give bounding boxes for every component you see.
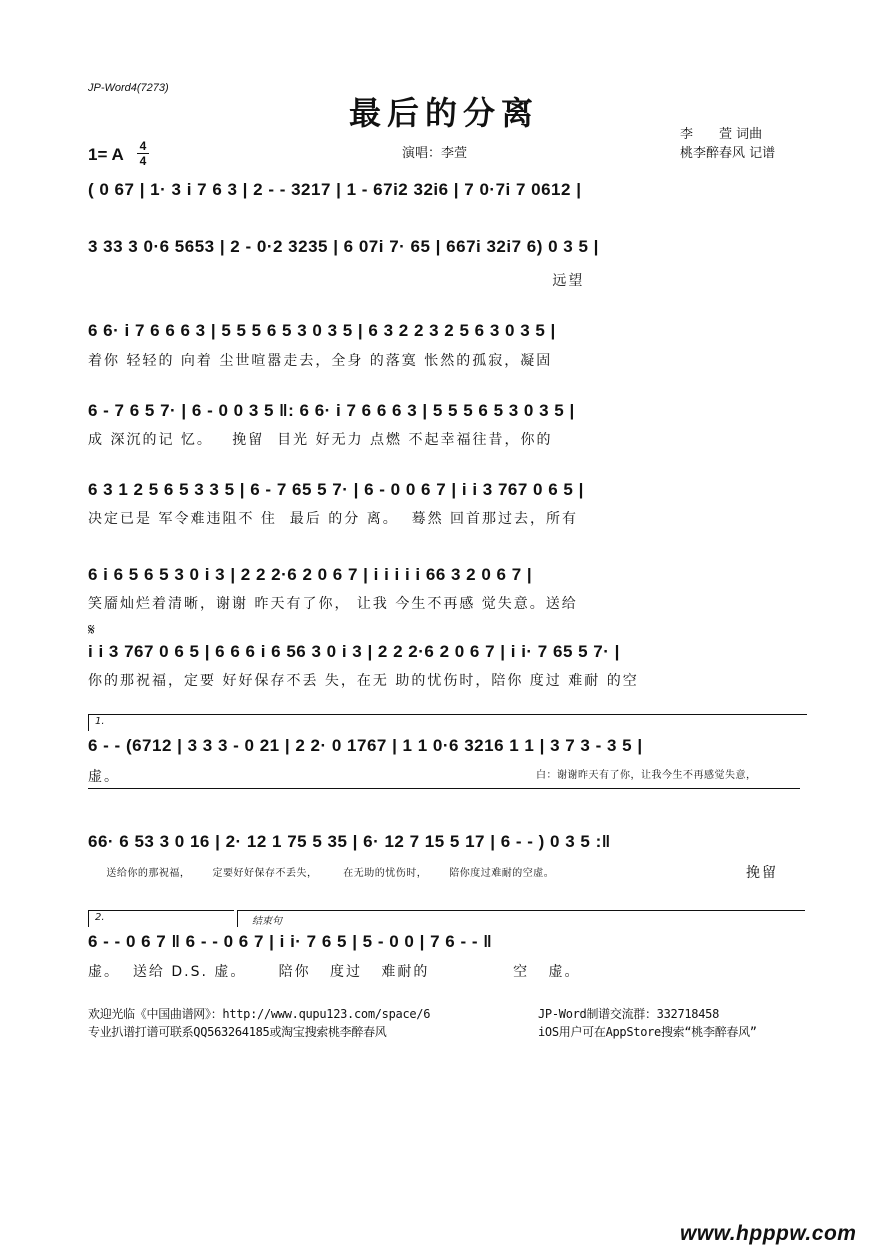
lyric-row-7: 你的那祝福，定要 好好保存不丢 失，在无 助的忧伤时，陪你 度过 难耐 的空 <box>88 673 639 689</box>
notation-row-10: 6 - - 0 6 7 ‖ 6 - - 0 6 7 | i i· 7 6 5 | 5 - 0 0 | 7 6 - - ‖ <box>88 932 493 951</box>
lyric-row-6: 笑靥灿烂着清晰，谢谢 昨天有了你， 让我 今生不再感 觉失意。送给 <box>88 596 578 612</box>
notation-row-7: i i 3 767 0 6 5 | 6 6 6 i 6 56 3 0 i 3 | 2 2 2·6 2 0 6 7 | i i· 7 65 5 7· | <box>88 642 620 661</box>
watermark: www.hpppw.com <box>680 1222 857 1245</box>
lyric-row-10: 虚。 送给 D.S. 虚。 陪你 度过 难耐的 空 虚。 <box>88 964 581 980</box>
footer-contact: 专业扒谱打谱可联系QQ563264185或淘宝搜索桃李醉春风 <box>88 1025 387 1039</box>
lyric-row-4: 成 深沉的记 忆。 挽留 目光 好无力 点燃 不起幸福往昔，你的 <box>88 432 553 448</box>
lyricist-composer: 李 萱 词曲 <box>680 127 763 142</box>
volta-label-2: 2. <box>95 912 105 923</box>
key-signature: 1= A <box>88 145 124 164</box>
notation-row-6: 6 i 6 5 6 5 3 0 i 3 | 2 2 2·6 2 0 6 7 | i i i i i 66 3 2 0 6 7 | <box>88 565 533 584</box>
notation-row-8: 6 - - (6712 | 3 3 3 - 0 21 | 2 2· 0 1767 | 1 1 0·6 3216 1 1 | 3 7 3 - 3 5 | <box>88 736 643 755</box>
notation-row-5: 6 3 1 2 5 6 5 3 3 5 | 6 - 7 65 5 7· | 6 - 0 0 6 7 | i i 3 767 0 6 5 | <box>88 480 584 499</box>
volta-bracket-1 <box>88 714 807 731</box>
lyric-row-5: 决定已是 军令难违阻不 住 最后 的分 离。 蓦然 回首那过去，所有 <box>88 511 579 527</box>
volta-continuation-line <box>88 788 800 789</box>
volta-label-1: 1. <box>95 716 105 727</box>
time-signature <box>137 140 149 167</box>
notation-row-1: ( 0 67 | 1· 3 i 7 6 3 | 2 - - 3217 | 1 - 67i2 32i6 | 7 0·7i 7 0612 | <box>88 180 582 199</box>
notation-row-9: 66· 6 53 3 0 16 | 2· 12 1 75 5 35 | 6· 12 7 15 5 17 | 6 - - ) 0 3 5 :‖ <box>88 832 611 851</box>
notation-row-4: 6 - 7 6 5 7· | 6 - 0 0 3 5 ‖: 6 6· i 7 6 6 6 3 | 5 5 5 6 5 3 0 3 5 | <box>88 401 575 420</box>
time-denominator: 4 <box>139 154 147 168</box>
lyric-row-3: 着你 轻轻的 向着 尘世喧嚣走去，全身 的落寞 怅然的孤寂，凝固 <box>88 353 553 369</box>
spoken-aside: 白：谢谢昨天有了你，让我今生不再感觉失意， <box>536 770 757 781</box>
lyric-row-8: 虚。 <box>88 769 120 785</box>
notation-row-2: 3 33 3 0·6 5653 | 2 - 0·2 3235 | 6 07i 7· 65 | 667i 32i7 6) 0 3 5 | <box>88 237 599 256</box>
lyric-row-2: 远望 <box>88 273 585 289</box>
transcriber: 桃李醉春风 记谱 <box>680 146 776 161</box>
footer-ios: iOS用户可在AppStore搜索“桃李醉春风” <box>538 1025 757 1039</box>
singer: 演唱：李萱 <box>402 146 468 161</box>
software-version: JP-Word4(7273) <box>88 82 169 94</box>
coda-label: 结束句 <box>252 916 282 927</box>
footer-group: JP-Word制谱交流群：332718458 <box>538 1007 719 1021</box>
footer-site-link[interactable]: 欢迎光临《中国曲谱网》：http://www.qupu123.com/space/6 <box>88 1007 431 1021</box>
lyric-row-9: 送给你的那祝福， 定要好好保存不丢失， 在无助的忧伤时， 陪你度过难耐的空虚。 <box>88 868 555 879</box>
lyric-row-9-end: 挽留 <box>746 865 778 881</box>
segno-sign: 𝄋 <box>88 620 95 639</box>
song-title: 最后的分离 <box>348 94 539 132</box>
volta-bracket-2 <box>88 910 234 927</box>
time-numerator: 4 <box>139 139 147 153</box>
coda-bracket <box>237 910 805 927</box>
notation-row-3: 6 6· i 7 6 6 6 3 | 5 5 5 6 5 3 0 3 5 | 6 3 2 2 3 2 5 6 3 0 3 5 | <box>88 321 556 340</box>
